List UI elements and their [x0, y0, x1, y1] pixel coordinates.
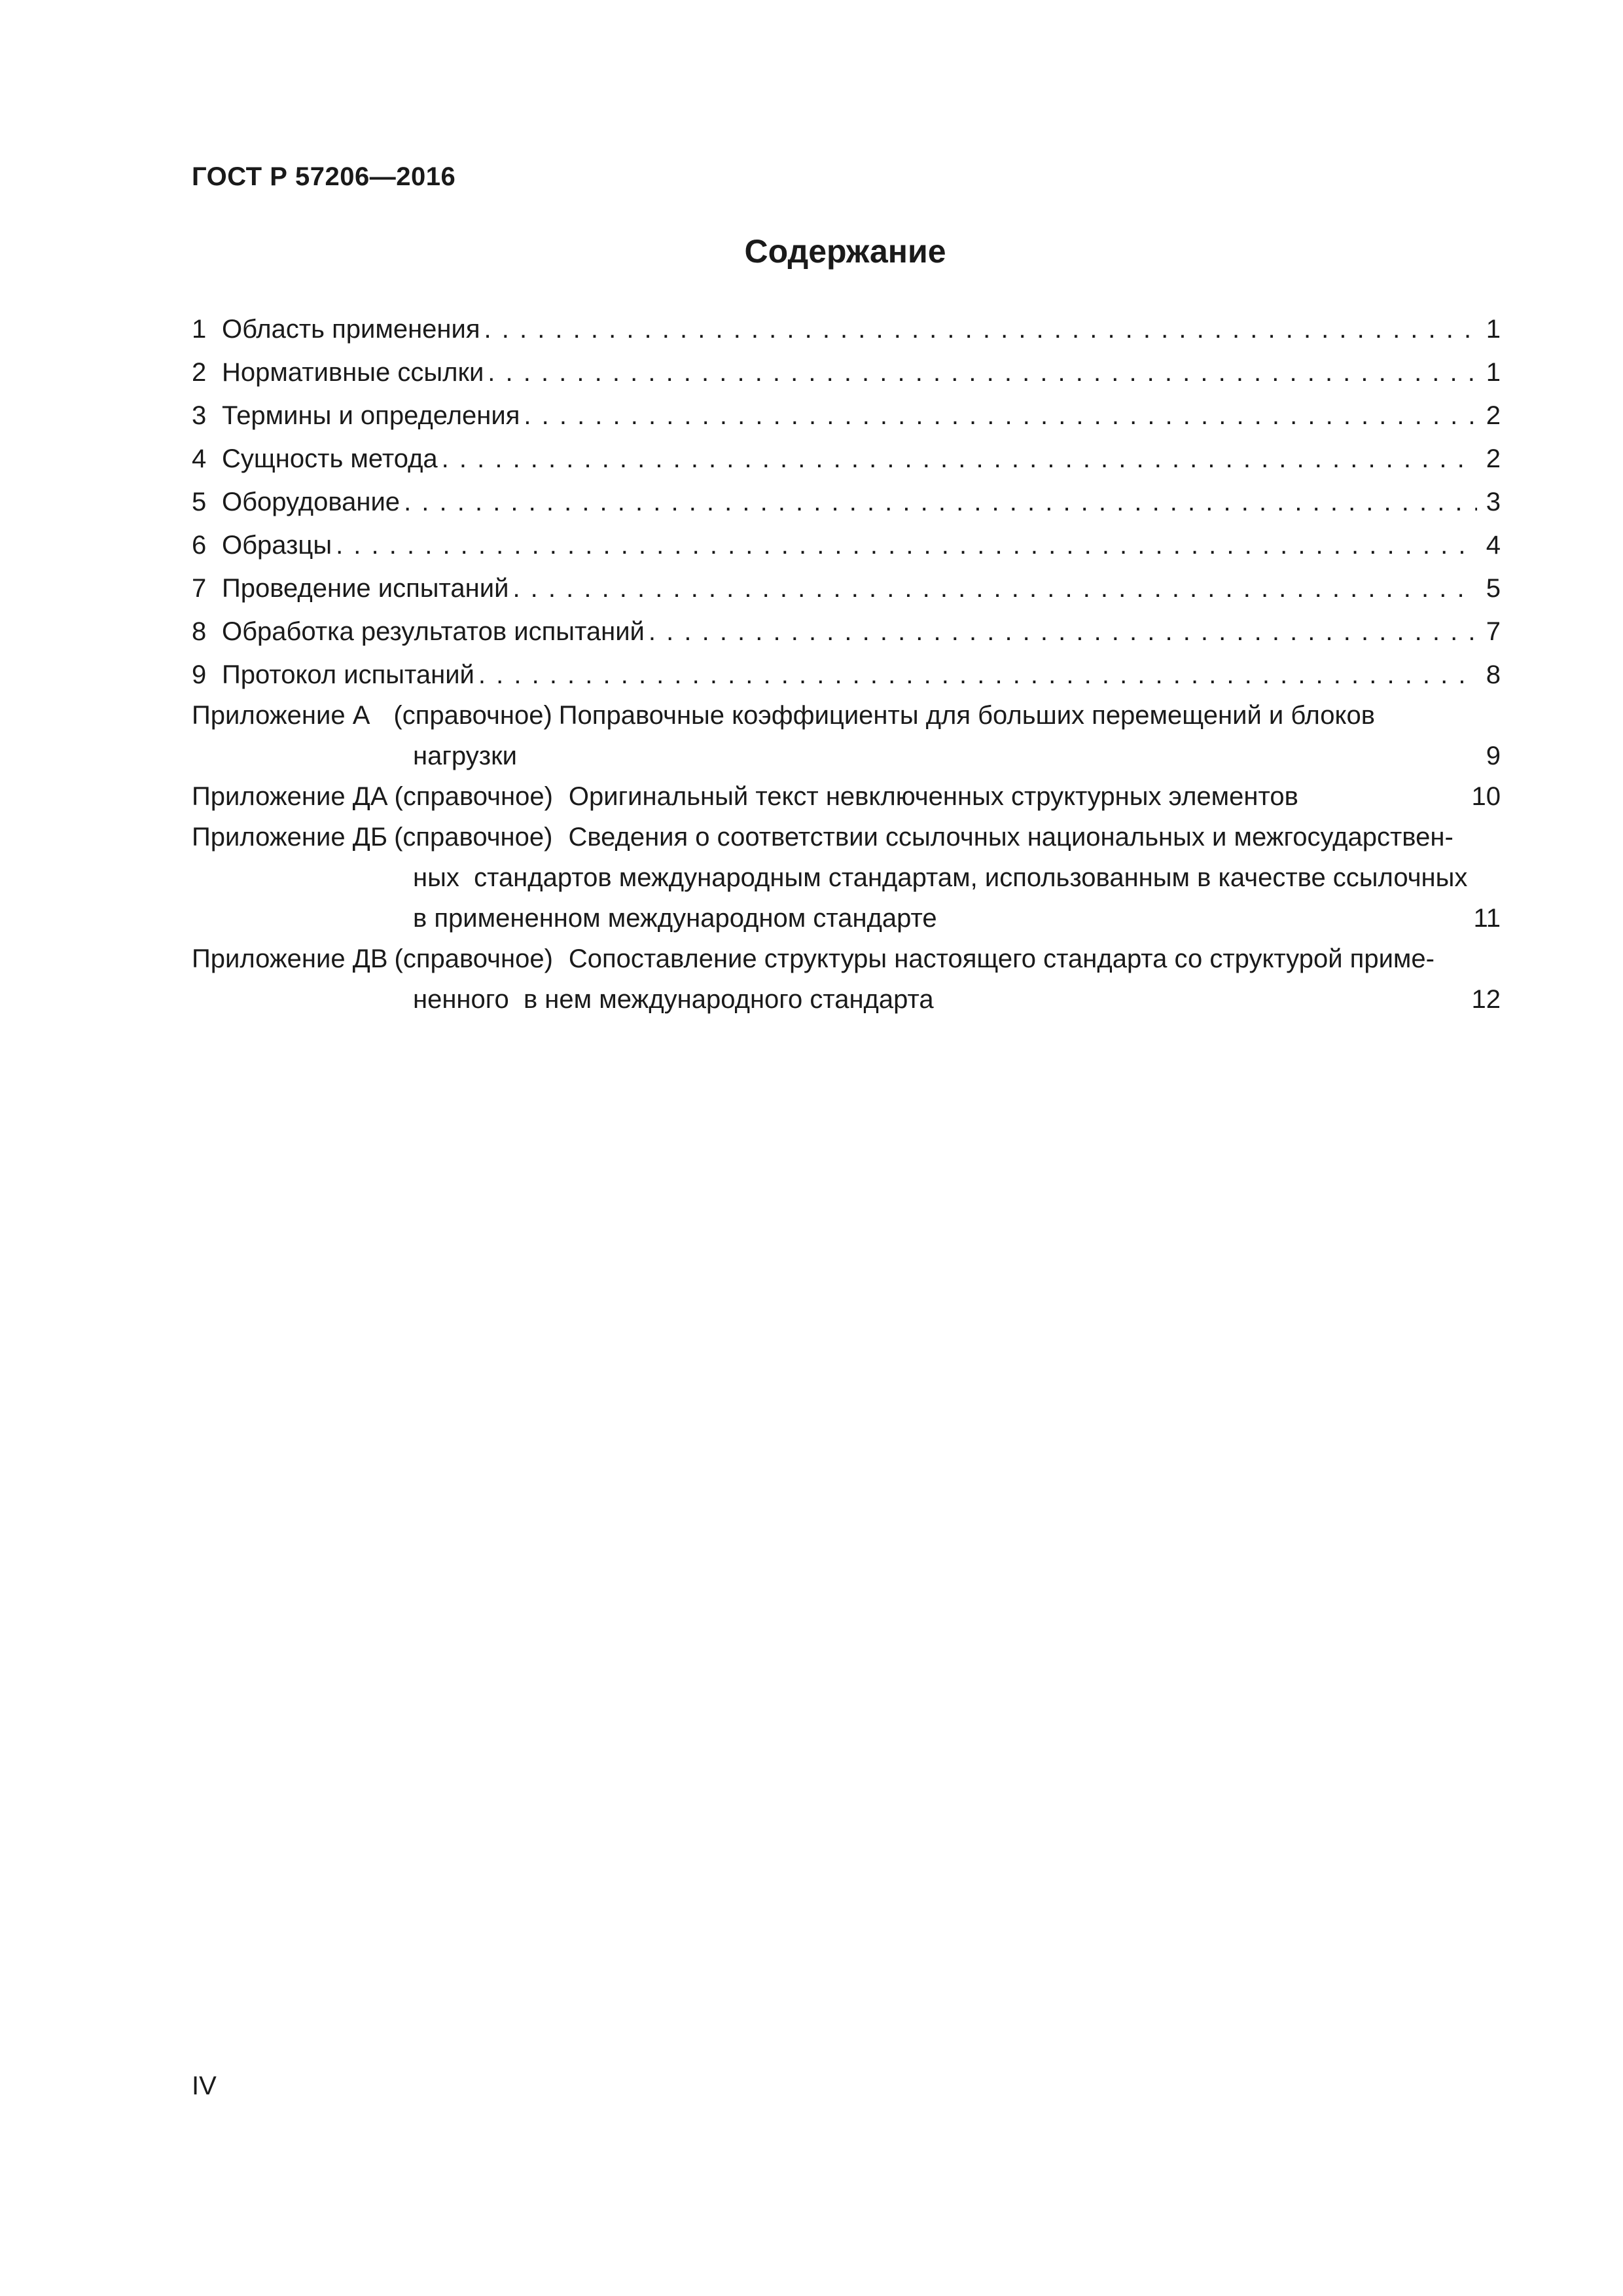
dot-leader	[478, 653, 1477, 696]
toc-entry-number: 5	[192, 488, 207, 516]
toc-entry[interactable]	[192, 351, 1501, 394]
toc-appendix-da[interactable]	[192, 778, 1501, 818]
appendix-heading-line	[192, 696, 1501, 737]
appendix-heading-line	[192, 778, 1501, 818]
toc-entry-title: Сущность метода	[222, 444, 438, 473]
toc-appendix-a[interactable]	[192, 696, 1501, 778]
appendix-continuation-line	[192, 859, 1501, 899]
toc-entry-title: Оборудование	[222, 488, 401, 516]
appendix-heading-line	[192, 940, 1501, 980]
appendix-page: 11	[1473, 904, 1501, 933]
dot-leader	[488, 351, 1477, 394]
dot-leader	[442, 437, 1477, 480]
table-of-contents	[192, 308, 1501, 1021]
toc-appendix-db[interactable]	[192, 818, 1501, 940]
toc-entry-page: 1	[1486, 315, 1501, 344]
toc-entry-number: 3	[192, 401, 207, 430]
appendix-title-line: Оригинальный текст невключенных структурных элементов	[568, 782, 1298, 811]
toc-entry-page: 3	[1486, 488, 1501, 516]
appendix-title-line: Сведения о соответствии ссылочных национальных и межгосударствен-	[568, 823, 1454, 852]
toc-entry-page: 8	[1486, 660, 1501, 689]
toc-entry-page: 4	[1486, 531, 1501, 560]
appendix-kind: (справочное)	[393, 701, 552, 730]
toc-entry-page: 5	[1486, 574, 1501, 603]
toc-entry-page: 1	[1486, 358, 1501, 387]
appendix-title-line: нагрузки	[413, 742, 517, 770]
toc-entry[interactable]	[192, 480, 1501, 524]
appendix-kind: (справочное)	[394, 823, 553, 852]
toc-entry-title: Обработка результатов испытаний	[222, 617, 645, 646]
toc-entry-title: Образцы	[222, 531, 332, 560]
appendix-kind: (справочное)	[394, 944, 553, 973]
toc-entry-number: 6	[192, 531, 207, 560]
toc-appendix-dv[interactable]	[192, 940, 1501, 1021]
toc-entry[interactable]	[192, 524, 1501, 567]
dot-leader	[649, 610, 1477, 653]
toc-entry[interactable]	[192, 567, 1501, 610]
toc-entry-number: 2	[192, 358, 207, 387]
appendix-title-line: Сопоставление структуры настоящего стандарта со структурой приме-	[568, 944, 1435, 973]
toc-entry-page: 2	[1486, 401, 1501, 430]
toc-entry-page: 7	[1486, 617, 1501, 646]
toc-entry-title: Область применения	[222, 315, 480, 344]
dot-leader	[404, 480, 1477, 524]
appendix-page: 12	[1471, 985, 1501, 1014]
appendix-continuation-line	[192, 899, 1501, 940]
appendix-name: Приложение А	[192, 701, 370, 730]
page-number: IV	[192, 2072, 217, 2100]
appendix-title-line: ненного в нем международного стандарта	[413, 985, 934, 1014]
dot-leader	[336, 524, 1477, 567]
appendix-page: 9	[1486, 742, 1501, 770]
dot-leader	[524, 394, 1477, 437]
toc-entry-title: Проведение испытаний	[222, 574, 509, 603]
toc-entry-title: Нормативные ссылки	[222, 358, 484, 387]
dot-leader	[484, 308, 1477, 351]
toc-entry[interactable]	[192, 610, 1501, 653]
toc-entry-title: Термины и определения	[222, 401, 520, 430]
toc-entry[interactable]	[192, 653, 1501, 696]
dot-leader	[512, 567, 1477, 610]
toc-entry[interactable]	[192, 308, 1501, 351]
toc-entry-number: 8	[192, 617, 207, 646]
document-code: ГОСТ Р 57206—2016	[192, 162, 456, 191]
toc-entry-number: 1	[192, 315, 207, 344]
appendix-name: Приложение ДВ	[192, 944, 388, 973]
appendix-name: Приложение ДБ	[192, 823, 388, 852]
appendix-name: Приложение ДА	[192, 782, 388, 811]
toc-entry[interactable]	[192, 394, 1501, 437]
appendix-page: 10	[1471, 782, 1501, 811]
toc-entry-number: 4	[192, 444, 207, 473]
toc-entry-number: 9	[192, 660, 207, 689]
appendix-kind: (справочное)	[394, 782, 553, 811]
appendix-title-line: ных стандартов международным стандартам, использованным в качестве ссылочных	[413, 863, 1468, 892]
appendix-title-line: Поправочные коэффициенты для больших перемещений и блоков	[558, 701, 1375, 730]
appendix-title-line: в примененном международном стандарте	[413, 904, 937, 933]
appendix-continuation-line	[192, 737, 1501, 778]
appendix-heading-line	[192, 818, 1501, 859]
toc-entry[interactable]	[192, 437, 1501, 480]
toc-entry-page: 2	[1486, 444, 1501, 473]
toc-entry-number: 7	[192, 574, 207, 603]
toc-entry-title: Протокол испытаний	[222, 660, 474, 689]
toc-title: Содержание	[744, 233, 946, 270]
appendix-continuation-line	[192, 980, 1501, 1021]
